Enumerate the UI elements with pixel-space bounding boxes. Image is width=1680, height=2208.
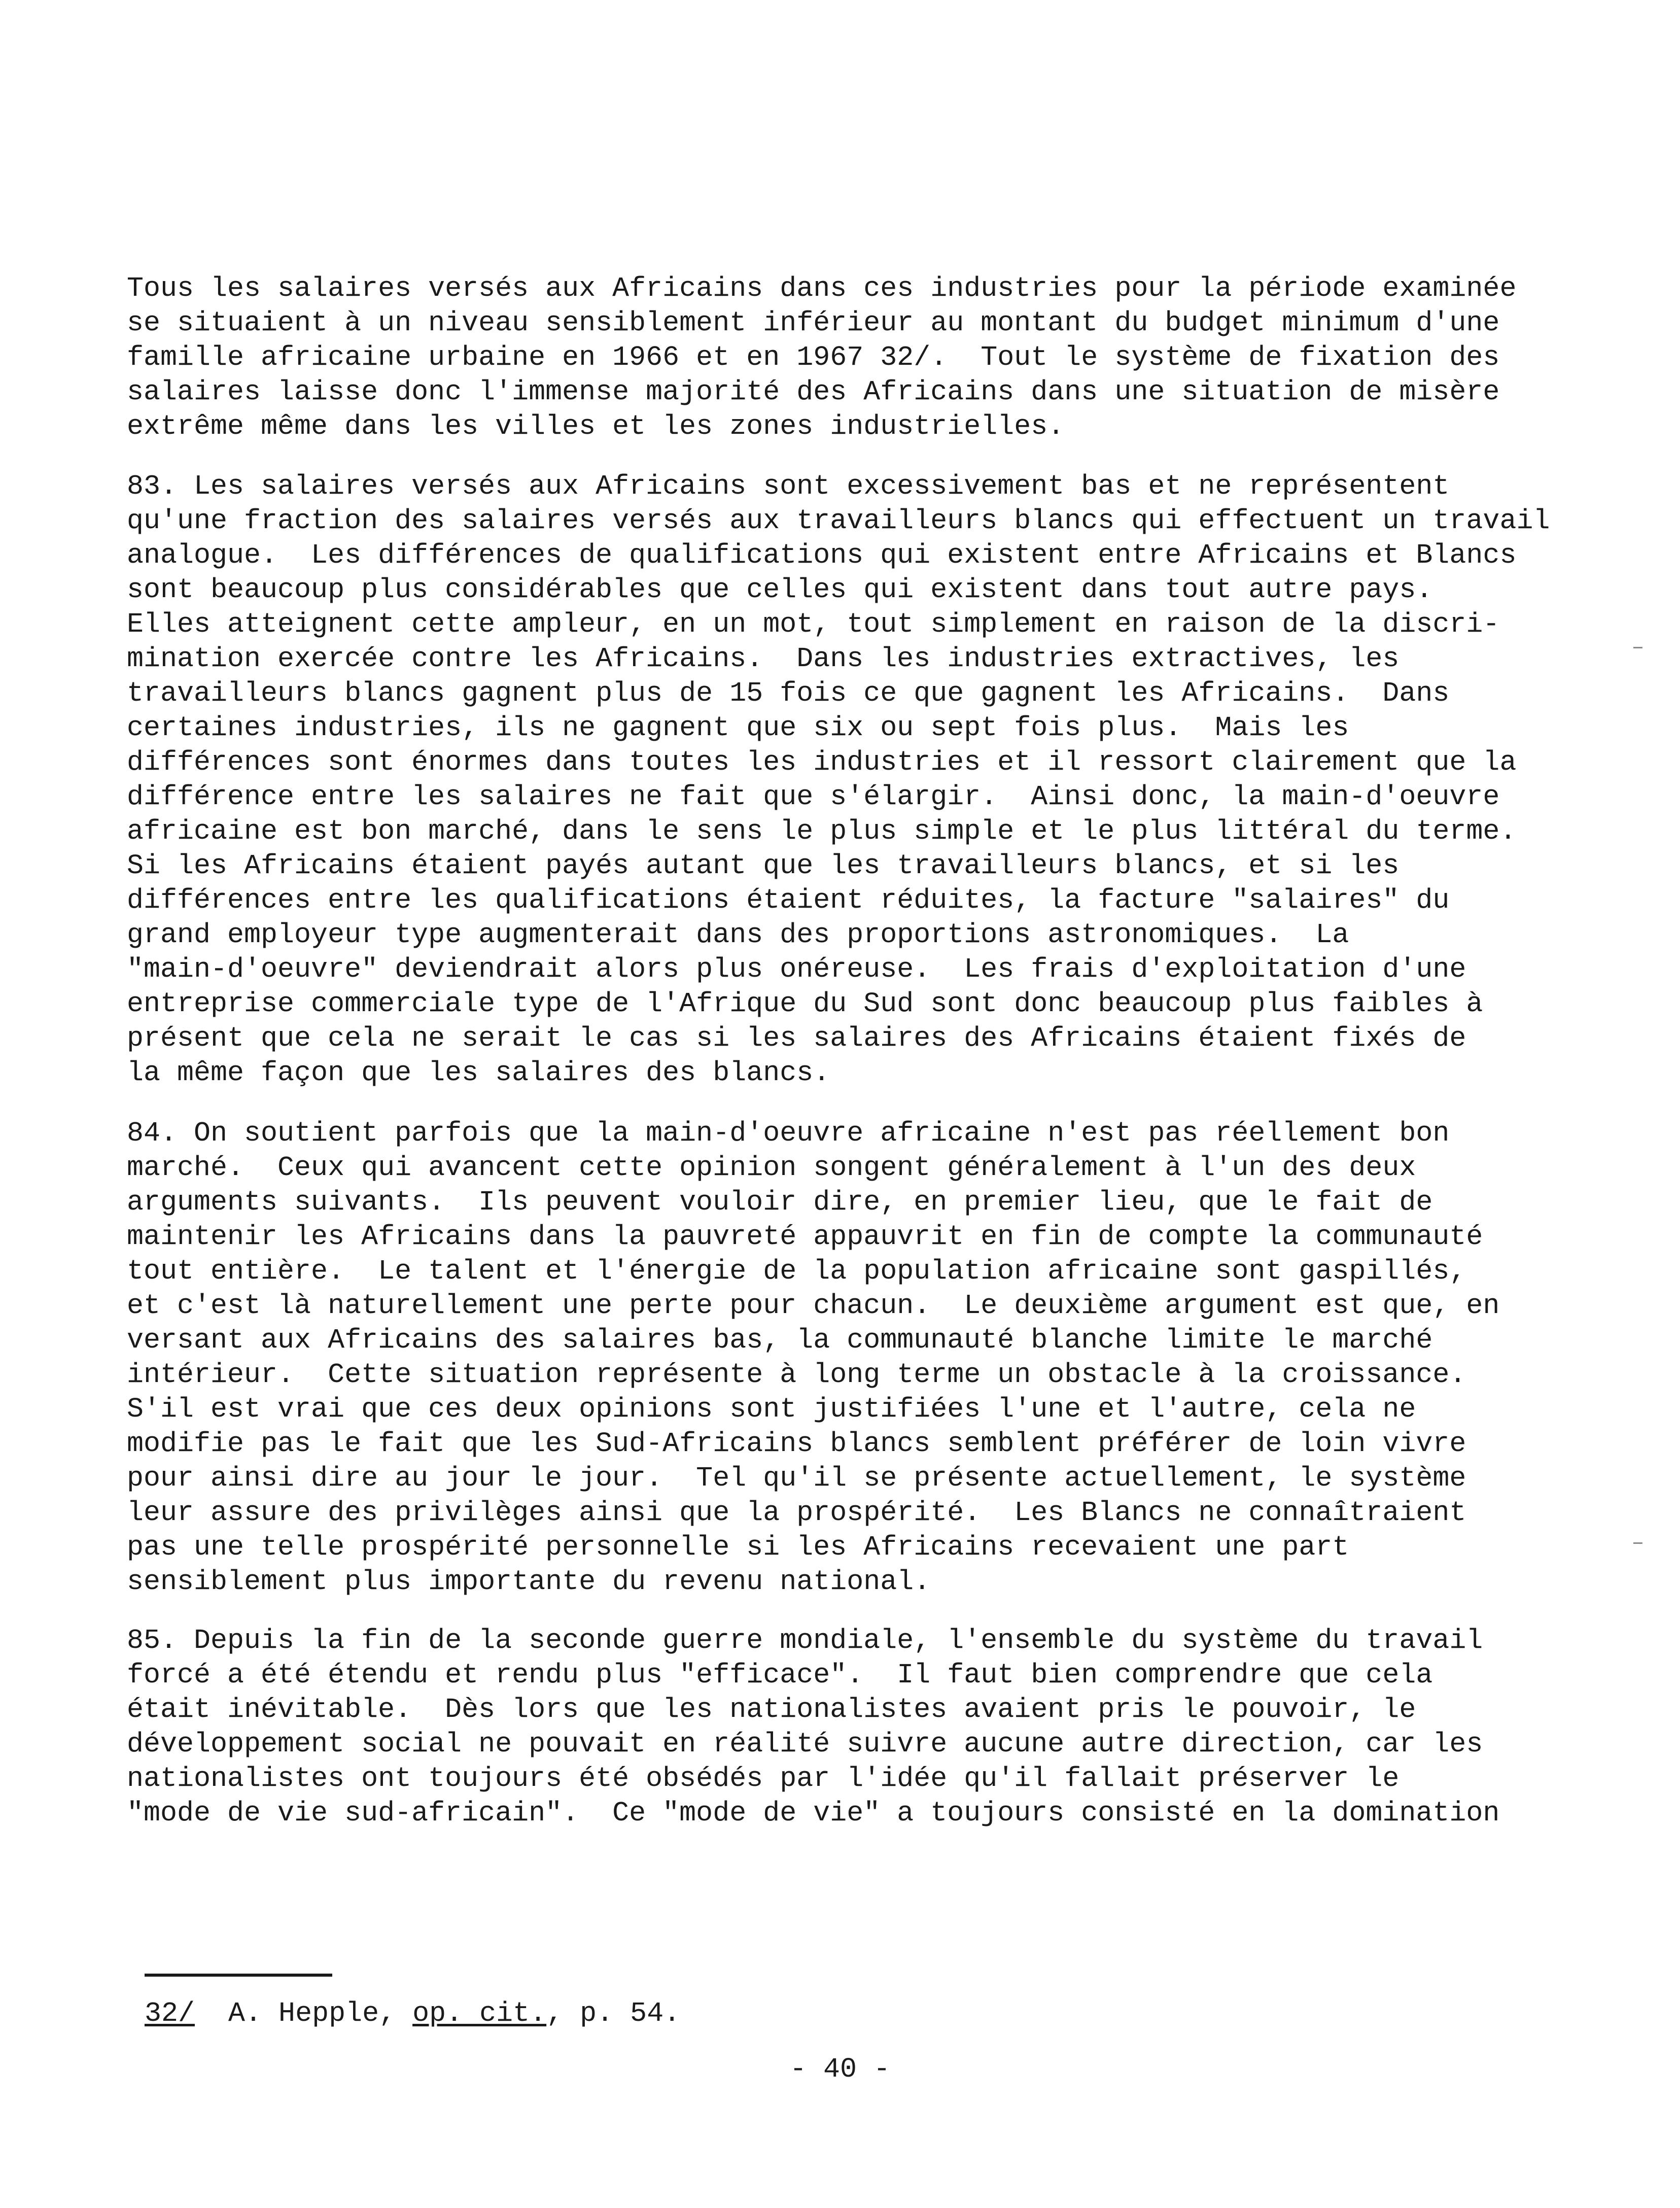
- text-line: présent que cela ne serait le cas si les salaires des Africains étaient fixés de: [127, 1022, 1466, 1054]
- text-line: 85. Depuis la fin de la seconde guerre mondiale, l'ensemble du système du travail: [127, 1625, 1483, 1657]
- text-line: développement social ne pouvait en réalité suivre aucune autre direction, car les: [127, 1728, 1483, 1760]
- page-number: - 40 -: [789, 2053, 891, 2085]
- text-line: Tous les salaires versés aux Africains dans ces industries pour la période examinée: [127, 272, 1517, 304]
- paragraph-84: [127, 1116, 1578, 1599]
- text-line: Elles atteignent cette ampleur, en un mot, tout simplement en raison de la discri-: [127, 608, 1500, 640]
- text-line: tout entière. Le talent et l'énergie de la population africaine sont gaspillés,: [127, 1255, 1466, 1287]
- text-line: extrême même dans les villes et les zones industrielles.: [127, 410, 1065, 442]
- text-line: différences entre les qualifications étaient réduites, la facture "salaires" du: [127, 884, 1450, 916]
- text-line: africaine est bon marché, dans le sens le plus simple et le plus littéral du terme.: [127, 815, 1517, 847]
- text-line: grand employeur type augmenterait dans des proportions astronomiques. La: [127, 919, 1349, 951]
- text-line: certaines industries, ils ne gagnent que six ou sept fois plus. Mais les: [127, 712, 1349, 744]
- text-line: sensiblement plus importante du revenu national.: [127, 1566, 931, 1598]
- text-line: salaires laisse donc l'immense majorité des Africains dans une situation de misère: [127, 376, 1500, 408]
- text-line: arguments suivants. Ils peuvent vouloir dire, en premier lieu, que le fait de: [127, 1186, 1433, 1218]
- text-line: versant aux Africains des salaires bas, la communauté blanche limite le marché: [127, 1324, 1433, 1356]
- text-line: maintenir les Africains dans la pauvreté appauvrit en fin de compte la communauté: [127, 1221, 1483, 1253]
- paragraph-83: [127, 469, 1578, 1090]
- text-line: 84. On soutient parfois que la main-d'oeuvre africaine n'est pas réellement bon: [127, 1117, 1450, 1149]
- text-line: forcé a été étendu et rendu plus "efficace". Il faut bien comprendre que cela: [127, 1659, 1433, 1691]
- intro-paragraph: [127, 271, 1578, 444]
- text-line: différences sont énormes dans toutes les industries et il ressort clairement que la: [127, 746, 1517, 778]
- text-line: analogue. Les différences de qualifications qui existent entre Africains et Blancs: [127, 539, 1517, 571]
- text-line: S'il est vrai que ces deux opinions sont justifiées l'une et l'autre, cela ne: [127, 1393, 1416, 1425]
- margin-mark: [1633, 1542, 1642, 1544]
- footnote-author: A. Hepple,: [195, 1997, 413, 2029]
- footnote-citation: op. cit.: [412, 1997, 547, 2029]
- footnote: [145, 1996, 680, 2031]
- text-line: et c'est là naturellement une perte pour chacun. Le deuxième argument est que, en: [127, 1290, 1500, 1322]
- footnote-page: , p. 54.: [546, 1997, 681, 2029]
- text-line: qu'une fraction des salaires versés aux travailleurs blancs qui effectuent un travail: [127, 505, 1550, 537]
- text-line: "main-d'oeuvre" deviendrait alors plus onéreuse. Les frais d'exploitation d'une: [127, 953, 1466, 985]
- text-line: sont beaucoup plus considérables que celles qui existent dans tout autre pays.: [127, 574, 1433, 606]
- text-line: différence entre les salaires ne fait que s'élargir. Ainsi donc, la main-d'oeuvre: [127, 781, 1500, 813]
- text-line: mination exercée contre les Africains. Dans les industries extractives, les: [127, 643, 1399, 675]
- text-line: Si les Africains étaient payés autant que les travailleurs blancs, et si les: [127, 850, 1399, 882]
- text-line: était inévitable. Dès lors que les nationalistes avaient pris le pouvoir, le: [127, 1694, 1416, 1726]
- margin-mark: [1633, 647, 1642, 648]
- text-line: se situaient à un niveau sensiblement inférieur au montant du budget minimum d'une: [127, 307, 1500, 339]
- text-line: travailleurs blancs gagnent plus de 15 fois ce que gagnent les Africains. Dans: [127, 677, 1450, 709]
- text-line: nationalistes ont toujours été obsédés par l'idée qu'il fallait préserver le: [127, 1763, 1399, 1795]
- text-line: "mode de vie sud-africain". Ce "mode de vie" a toujours consisté en la domination: [127, 1797, 1500, 1829]
- footnote-divider: [145, 1974, 332, 1977]
- text-line: pour ainsi dire au jour le jour. Tel qu'il se présente actuellement, le système: [127, 1462, 1466, 1494]
- text-line: leur assure des privilèges ainsi que la prospérité. Les Blancs ne connaîtraient: [127, 1497, 1466, 1529]
- text-line: pas une telle prospérité personnelle si les Africains recevaient une part: [127, 1531, 1349, 1563]
- text-line: intérieur. Cette situation représente à long terme un obstacle à la croissance.: [127, 1359, 1466, 1391]
- paragraph-85: [127, 1624, 1578, 1831]
- text-line: marché. Ceux qui avancent cette opinion songent généralement à l'un des deux: [127, 1152, 1416, 1184]
- text-line: la même façon que les salaires des blancs.: [127, 1057, 830, 1089]
- text-line: entreprise commerciale type de l'Afrique du Sud sont donc beaucoup plus faibles à: [127, 988, 1483, 1020]
- text-line: famille africaine urbaine en 1966 et en 1967 32/. Tout le système de fixation des: [127, 341, 1500, 373]
- text-line: 83. Les salaires versés aux Africains sont excessivement bas et ne représentent: [127, 470, 1450, 502]
- text-line: modifie pas le fait que les Sud-Africains blancs semblent préférer de loin vivre: [127, 1428, 1466, 1460]
- footnote-marker: 32/: [145, 1997, 195, 2029]
